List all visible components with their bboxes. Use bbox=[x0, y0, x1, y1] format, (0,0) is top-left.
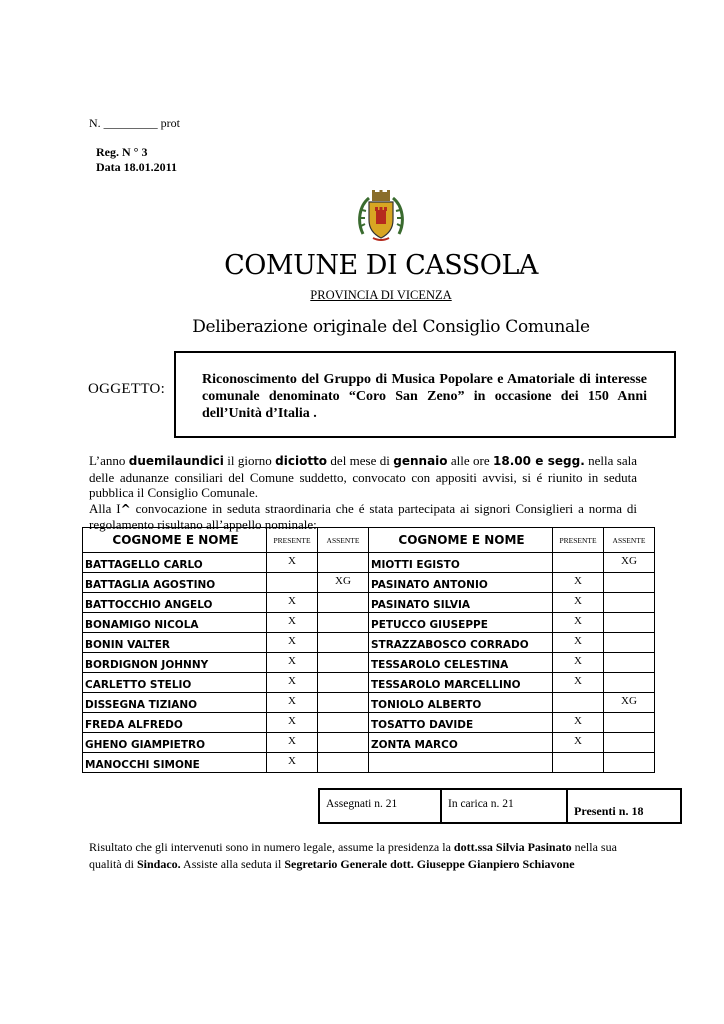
absent-mark bbox=[604, 673, 655, 693]
subject-box bbox=[174, 351, 676, 438]
absent-mark bbox=[604, 573, 655, 593]
present-mark-text: X bbox=[288, 755, 296, 767]
present-mark bbox=[267, 573, 318, 593]
present-mark-text: X bbox=[288, 615, 296, 627]
councillor-name bbox=[369, 753, 553, 773]
present-mark-text: X bbox=[574, 635, 582, 647]
councillor-name bbox=[369, 733, 553, 753]
councillor-name-text: GHENO GIAMPIETRO bbox=[85, 739, 205, 751]
councillor-name bbox=[83, 593, 267, 613]
present-mark bbox=[553, 713, 604, 733]
councillor-name bbox=[369, 573, 553, 593]
present-mark-text: X bbox=[288, 635, 296, 647]
absent-mark bbox=[318, 573, 369, 593]
councillor-name-text: BONIN VALTER bbox=[85, 639, 170, 651]
absent-mark-text: XG bbox=[621, 555, 637, 567]
header-present-left: PRESENTE bbox=[267, 528, 318, 553]
councillor-name-text: PASINATO ANTONIO bbox=[371, 579, 488, 591]
subject-label: OGGETTO: bbox=[88, 381, 166, 397]
councillor-name bbox=[83, 673, 267, 693]
present-count: Presenti n. 18 bbox=[567, 789, 681, 823]
councillor-name-text: BATTAGLIA AGOSTINO bbox=[85, 579, 216, 591]
absent-mark-text: XG bbox=[621, 695, 637, 707]
day-value: diciotto bbox=[275, 454, 328, 468]
absent-mark bbox=[318, 553, 369, 573]
president-role: Sindaco. bbox=[137, 857, 181, 871]
registration-number: Reg. N ° 3 bbox=[96, 145, 148, 159]
councillor-name bbox=[369, 593, 553, 613]
header-name-left: COGNOME E NOME bbox=[83, 528, 267, 553]
absent-mark bbox=[318, 673, 369, 693]
present-mark bbox=[553, 653, 604, 673]
present-mark bbox=[267, 673, 318, 693]
registration-date: Data 18.01.2011 bbox=[96, 160, 177, 174]
present-mark-text: X bbox=[288, 695, 296, 707]
protocol-number: N. _________ prot bbox=[89, 116, 180, 130]
councillor-name-text: TESSAROLO MARCELLINO bbox=[371, 679, 521, 691]
councillor-name-text: FREDA ALFREDO bbox=[85, 719, 183, 731]
table-row bbox=[83, 733, 655, 753]
councillor-name-text: TESSAROLO CELESTINA bbox=[371, 659, 509, 671]
present-mark bbox=[267, 753, 318, 773]
header-name-right: COGNOME E NOME bbox=[369, 528, 553, 553]
present-mark bbox=[553, 633, 604, 653]
table-row bbox=[83, 713, 655, 733]
councillor-name-text: BATTAGELLO CARLO bbox=[85, 559, 203, 571]
present-mark-text: X bbox=[288, 735, 296, 747]
present-mark-text: X bbox=[288, 675, 296, 687]
absent-mark bbox=[318, 713, 369, 733]
councillor-name-text: DISSEGNA TIZIANO bbox=[85, 699, 198, 711]
councillor-name bbox=[83, 633, 267, 653]
time-value: 18.00 e segg. bbox=[493, 454, 585, 468]
present-mark-text: X bbox=[574, 595, 582, 607]
councillor-name bbox=[369, 553, 553, 573]
councillor-name bbox=[369, 633, 553, 653]
councillor-name bbox=[83, 553, 267, 573]
councillor-name bbox=[369, 653, 553, 673]
absent-mark-text: XG bbox=[335, 575, 351, 587]
coat-of-arms-icon bbox=[357, 190, 405, 242]
table-row bbox=[83, 753, 655, 773]
header-absent-right: ASSENTE bbox=[604, 528, 655, 553]
absent-mark bbox=[604, 593, 655, 613]
present-mark bbox=[553, 593, 604, 613]
absent-mark bbox=[318, 613, 369, 633]
absent-mark bbox=[604, 633, 655, 653]
month-value: gennaio bbox=[393, 454, 448, 468]
secretary-name: Segretario Generale dott. Giuseppe Gianpiero Schiavone bbox=[284, 857, 575, 871]
councillor-name-text: PASINATO SILVIA bbox=[371, 599, 471, 611]
present-mark bbox=[267, 553, 318, 573]
year-value: duemilaundici bbox=[128, 454, 224, 468]
councillor-name bbox=[369, 693, 553, 713]
absent-mark bbox=[604, 733, 655, 753]
councillor-name-text: CARLETTO STELIO bbox=[85, 679, 192, 691]
councillor-name bbox=[83, 713, 267, 733]
absent-mark bbox=[604, 713, 655, 733]
absent-mark bbox=[318, 633, 369, 653]
present-mark bbox=[267, 633, 318, 653]
councillor-name bbox=[83, 653, 267, 673]
table-row bbox=[83, 673, 655, 693]
councillor-name bbox=[369, 613, 553, 633]
in-office-count: In carica n. 21 bbox=[441, 789, 567, 823]
councillor-name-text: BORDIGNON JOHNNY bbox=[85, 659, 209, 671]
councillor-name bbox=[83, 693, 267, 713]
present-mark-text: X bbox=[574, 655, 582, 667]
absent-mark bbox=[604, 753, 655, 773]
councillor-name-text: BATTOCCHIO ANGELO bbox=[85, 599, 213, 611]
councillor-name bbox=[83, 613, 267, 633]
president-name: dott.ssa Silvia Pasinato bbox=[453, 840, 572, 854]
absent-mark bbox=[318, 733, 369, 753]
councillor-name bbox=[83, 733, 267, 753]
attendance-table bbox=[82, 527, 655, 773]
present-mark bbox=[553, 753, 604, 773]
table-row bbox=[83, 553, 655, 573]
absent-mark bbox=[318, 593, 369, 613]
page-title: COMUNE DI CASSOLA bbox=[224, 250, 538, 281]
present-mark-text: X bbox=[574, 575, 582, 587]
councillor-name bbox=[369, 673, 553, 693]
absent-mark bbox=[604, 653, 655, 673]
present-mark bbox=[553, 573, 604, 593]
councillor-name bbox=[83, 753, 267, 773]
present-mark bbox=[553, 673, 604, 693]
summary-table bbox=[318, 788, 682, 824]
councillor-name-text: MIOTTI EGISTO bbox=[371, 559, 460, 571]
councillor-name-text: BONAMIGO NICOLA bbox=[85, 619, 199, 631]
deliberation-heading: Deliberazione originale del Consiglio Comunale bbox=[192, 317, 590, 337]
present-mark-text: X bbox=[288, 555, 296, 567]
present-mark bbox=[553, 613, 604, 633]
councillor-name bbox=[369, 713, 553, 733]
councillor-name-text: STRAZZABOSCO CORRADO bbox=[371, 639, 529, 651]
present-mark-text: X bbox=[288, 595, 296, 607]
header-absent-left: ASSENTE bbox=[318, 528, 369, 553]
subject-text: Riconoscimento del Gruppo di Musica Popolare e Amatoriale di interesse comunale denominato “Coro San Zeno” in occasione dei 150 Anni dell’Unità d’Italia . bbox=[202, 372, 647, 421]
table-row bbox=[83, 653, 655, 673]
absent-mark bbox=[604, 693, 655, 713]
absent-mark bbox=[604, 553, 655, 573]
present-mark-text: X bbox=[574, 715, 582, 727]
absent-mark bbox=[604, 613, 655, 633]
meeting-intro: L’anno duemilaundici il giorno diciotto del mese di gennaio alle ore 18.00 e segg. nella sala delle adunanze consiliari del Comune suddetto, convocato con appositi avvisi, si é riunito in seduta pubblica il Consiglio Comunale. Alla I^ convocazione in seduta straordinaria che é stata partecipata ai signori Consiglieri a norma di regolamento risultano all’appello nominale: bbox=[89, 453, 637, 532]
present-mark-text: X bbox=[288, 715, 296, 727]
councillor-name-text: TONIOLO ALBERTO bbox=[371, 699, 482, 711]
present-mark bbox=[267, 713, 318, 733]
table-row bbox=[83, 593, 655, 613]
header-present-right: PRESENTE bbox=[553, 528, 604, 553]
councillor-name-text: TOSATTO DAVIDE bbox=[371, 719, 474, 731]
present-mark bbox=[267, 733, 318, 753]
attendance-header-row bbox=[83, 528, 655, 553]
present-mark-text: X bbox=[288, 655, 296, 667]
absent-mark bbox=[318, 753, 369, 773]
present-mark-text: X bbox=[574, 675, 582, 687]
present-mark-text: X bbox=[574, 615, 582, 627]
present-mark bbox=[267, 613, 318, 633]
assigned-count: Assegnati n. 21 bbox=[319, 789, 441, 823]
councillor-name-text: PETUCCO GIUSEPPE bbox=[371, 619, 488, 631]
councillor-name bbox=[83, 573, 267, 593]
councillor-name-text: ZONTA MARCO bbox=[371, 739, 458, 751]
present-mark-text: X bbox=[574, 735, 582, 747]
registration-block bbox=[96, 145, 177, 175]
table-row bbox=[83, 573, 655, 593]
absent-mark bbox=[318, 653, 369, 673]
footer-text: Risultato che gli intervenuti sono in numero legale, assume la presidenza la dott.ssa Silvia Pasinato nella sua qualità di Sindaco. Assiste alla seduta il Segretario Generale dott. Giuseppe Gianpiero Schiavone bbox=[89, 840, 617, 871]
present-mark bbox=[553, 553, 604, 573]
present-mark bbox=[553, 733, 604, 753]
present-mark bbox=[267, 693, 318, 713]
absent-mark bbox=[318, 693, 369, 713]
present-mark bbox=[267, 593, 318, 613]
councillor-name-text: MANOCCHI SIMONE bbox=[85, 759, 200, 771]
table-row bbox=[83, 613, 655, 633]
table-row bbox=[83, 693, 655, 713]
present-mark bbox=[267, 653, 318, 673]
present-mark bbox=[553, 693, 604, 713]
province-subtitle: PROVINCIA DI VICENZA bbox=[310, 288, 452, 302]
table-row bbox=[83, 633, 655, 653]
